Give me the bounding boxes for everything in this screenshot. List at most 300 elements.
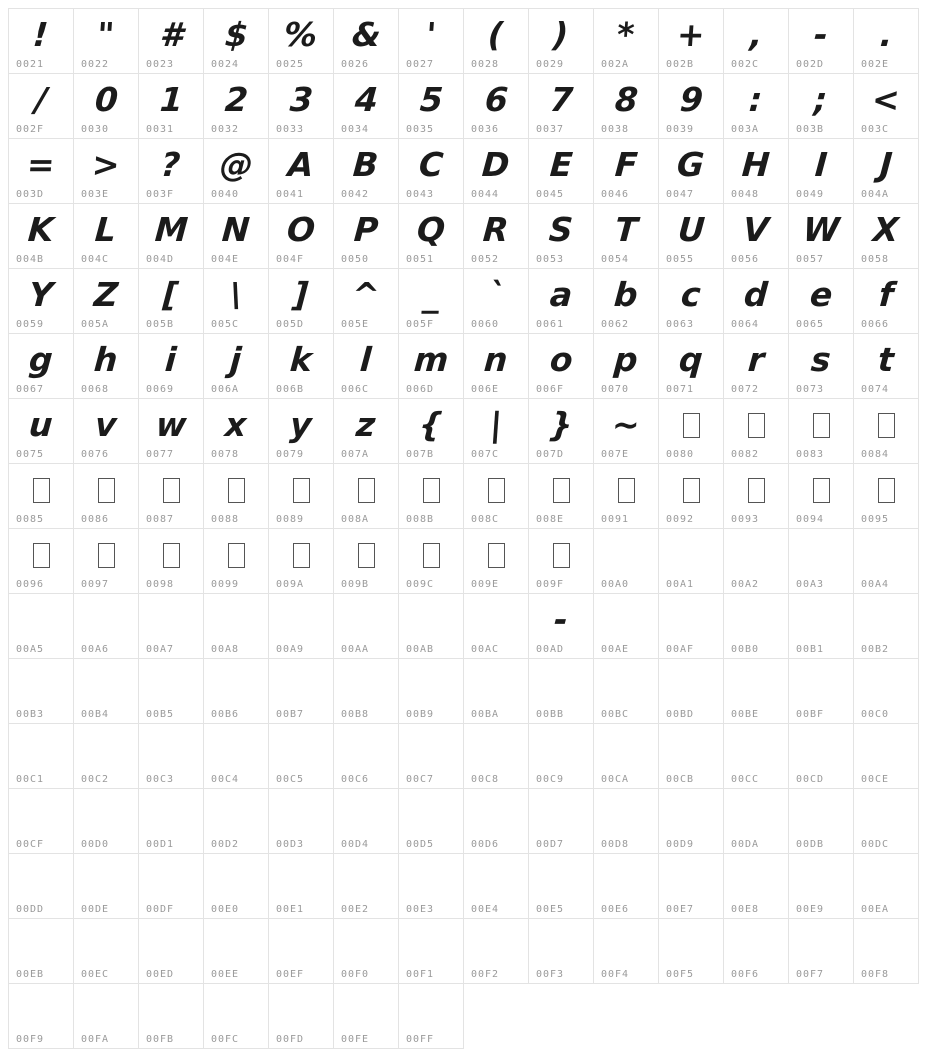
glyph-cell-0047[interactable] bbox=[659, 139, 724, 204]
glyph-cell-00B3[interactable] bbox=[9, 659, 74, 724]
glyph-cell-00B1[interactable] bbox=[789, 594, 854, 659]
glyph-area bbox=[594, 919, 658, 966]
glyph-area bbox=[789, 529, 853, 576]
codepoint-label: 00E7 bbox=[666, 904, 695, 915]
codepoint-label: 0084 bbox=[861, 449, 890, 460]
codepoint-label: 0025 bbox=[276, 59, 305, 70]
glyph-cell-00E7[interactable] bbox=[659, 854, 724, 919]
glyph-cell-00E6[interactable] bbox=[594, 854, 659, 919]
glyph-char: | bbox=[488, 405, 504, 444]
glyph-char: > bbox=[90, 145, 122, 184]
glyph-cell-004D[interactable] bbox=[139, 204, 204, 269]
glyph-cell-00D5[interactable] bbox=[399, 789, 464, 854]
glyph-cell-00F8[interactable] bbox=[854, 919, 919, 984]
glyph-area bbox=[724, 854, 788, 901]
glyph-cell-0087[interactable] bbox=[139, 464, 204, 529]
glyph-area bbox=[204, 139, 268, 186]
codepoint-label: 00BA bbox=[471, 709, 500, 720]
codepoint-label: 0030 bbox=[81, 124, 110, 135]
glyph-cell-00D3[interactable] bbox=[269, 789, 334, 854]
glyph-cell-0073[interactable] bbox=[789, 334, 854, 399]
glyph-cell-0059[interactable] bbox=[9, 269, 74, 334]
glyph-cell-0041[interactable] bbox=[269, 139, 334, 204]
glyph-cell-0092[interactable] bbox=[659, 464, 724, 529]
glyph-cell-00CA[interactable] bbox=[594, 724, 659, 789]
glyph-cell-00C4[interactable] bbox=[204, 724, 269, 789]
glyph-cell-0062[interactable] bbox=[594, 269, 659, 334]
glyph-cell-00AB[interactable] bbox=[399, 594, 464, 659]
glyph-area bbox=[529, 724, 593, 771]
glyph-cell-00C0[interactable] bbox=[854, 659, 919, 724]
glyph-cell-0089[interactable] bbox=[269, 464, 334, 529]
glyph-cell-00FD[interactable] bbox=[269, 984, 334, 1049]
glyph-cell-00FC[interactable] bbox=[204, 984, 269, 1049]
glyph-cell-0034[interactable] bbox=[334, 74, 399, 139]
codepoint-label: 002D bbox=[796, 59, 825, 70]
codepoint-label: 002C bbox=[731, 59, 760, 70]
glyph-cell-005E[interactable] bbox=[334, 269, 399, 334]
glyph-cell-00F2[interactable] bbox=[464, 919, 529, 984]
glyph-cell-0029[interactable] bbox=[529, 9, 594, 74]
glyph-cell-0025[interactable] bbox=[269, 9, 334, 74]
glyph-cell-00E9[interactable] bbox=[789, 854, 854, 919]
glyph-cell-00A0[interactable] bbox=[594, 529, 659, 594]
glyph-area bbox=[529, 269, 593, 316]
codepoint-label: 002F bbox=[16, 124, 45, 135]
glyph-cell-00E3[interactable] bbox=[399, 854, 464, 919]
glyph-cell-0065[interactable] bbox=[789, 269, 854, 334]
codepoint-label: 0050 bbox=[341, 254, 370, 265]
glyph-cell-0026[interactable] bbox=[334, 9, 399, 74]
glyph-area bbox=[269, 789, 333, 836]
glyph-cell-0028[interactable] bbox=[464, 9, 529, 74]
glyph-cell-0099[interactable] bbox=[204, 529, 269, 594]
glyph-cell-0039[interactable] bbox=[659, 74, 724, 139]
glyph-cell-003A[interactable] bbox=[724, 74, 789, 139]
glyph-area bbox=[594, 269, 658, 316]
glyph-cell-0077[interactable] bbox=[139, 399, 204, 464]
codepoint-label: 00FC bbox=[211, 1034, 240, 1045]
glyph-cell-00AC[interactable] bbox=[464, 594, 529, 659]
glyph-cell-0032[interactable] bbox=[204, 74, 269, 139]
glyph-area bbox=[854, 334, 918, 381]
glyph-cell-00BC[interactable] bbox=[594, 659, 659, 724]
codepoint-label: 0051 bbox=[406, 254, 435, 265]
glyph-cell-00F3[interactable] bbox=[529, 919, 594, 984]
glyph-cell-00FB[interactable] bbox=[139, 984, 204, 1049]
glyph-cell-006B[interactable] bbox=[269, 334, 334, 399]
notdef-box-icon bbox=[33, 543, 50, 568]
glyph-cell-00E8[interactable] bbox=[724, 854, 789, 919]
glyph-cell-005C[interactable] bbox=[204, 269, 269, 334]
glyph-area bbox=[269, 659, 333, 706]
glyph-cell-003C[interactable] bbox=[854, 74, 919, 139]
glyph-area bbox=[854, 9, 918, 56]
glyph-cell-00AE[interactable] bbox=[594, 594, 659, 659]
glyph-cell-0085[interactable] bbox=[9, 464, 74, 529]
glyph-cell-00E0[interactable] bbox=[204, 854, 269, 919]
glyph-cell-0056[interactable] bbox=[724, 204, 789, 269]
glyph-cell-002A[interactable] bbox=[594, 9, 659, 74]
glyph-cell-006D[interactable] bbox=[399, 334, 464, 399]
glyph-cell-00D1[interactable] bbox=[139, 789, 204, 854]
glyph-cell-0086[interactable] bbox=[74, 464, 139, 529]
glyph-cell-00F7[interactable] bbox=[789, 919, 854, 984]
glyph-cell-00C1[interactable] bbox=[9, 724, 74, 789]
glyph-char: ) bbox=[552, 15, 570, 54]
glyph-cell-0048[interactable] bbox=[724, 139, 789, 204]
glyph-cell-00AA[interactable] bbox=[334, 594, 399, 659]
glyph-area bbox=[529, 204, 593, 251]
glyph-char: H bbox=[740, 145, 772, 184]
glyph-cell-007A[interactable] bbox=[334, 399, 399, 464]
glyph-cell-00CE[interactable] bbox=[854, 724, 919, 789]
codepoint-label: 00F7 bbox=[796, 969, 825, 980]
glyph-cell-0098[interactable] bbox=[139, 529, 204, 594]
glyph-cell-00D9[interactable] bbox=[659, 789, 724, 854]
glyph-cell-0035[interactable] bbox=[399, 74, 464, 139]
glyph-cell-00BD[interactable] bbox=[659, 659, 724, 724]
glyph-cell-003B[interactable] bbox=[789, 74, 854, 139]
glyph-cell-0079[interactable] bbox=[269, 399, 334, 464]
glyph-cell-00DC[interactable] bbox=[854, 789, 919, 854]
glyph-cell-008E[interactable] bbox=[529, 464, 594, 529]
glyph-cell-0057[interactable] bbox=[789, 204, 854, 269]
glyph-cell-005A[interactable] bbox=[74, 269, 139, 334]
glyph-cell-0071[interactable] bbox=[659, 334, 724, 399]
glyph-cell-00CC[interactable] bbox=[724, 724, 789, 789]
glyph-cell-00DF[interactable] bbox=[139, 854, 204, 919]
codepoint-label: 00E9 bbox=[796, 904, 825, 915]
glyph-cell-00E5[interactable] bbox=[529, 854, 594, 919]
codepoint-label: 0098 bbox=[146, 579, 175, 590]
glyph-area bbox=[269, 724, 333, 771]
glyph-area bbox=[594, 399, 658, 446]
glyph-cell-0061[interactable] bbox=[529, 269, 594, 334]
glyph-cell-0045[interactable] bbox=[529, 139, 594, 204]
glyph-cell-0049[interactable] bbox=[789, 139, 854, 204]
glyph-cell-00B9[interactable] bbox=[399, 659, 464, 724]
glyph-cell-00C9[interactable] bbox=[529, 724, 594, 789]
glyph-cell-00EE[interactable] bbox=[204, 919, 269, 984]
glyph-area bbox=[334, 269, 398, 316]
glyph-cell-0044[interactable] bbox=[464, 139, 529, 204]
glyph-cell-0052[interactable] bbox=[464, 204, 529, 269]
glyph-cell-008C[interactable] bbox=[464, 464, 529, 529]
codepoint-label: 0067 bbox=[16, 384, 45, 395]
glyph-cell-0068[interactable] bbox=[74, 334, 139, 399]
glyph-area bbox=[334, 74, 398, 121]
glyph-cell-009B[interactable] bbox=[334, 529, 399, 594]
notdef-box-icon bbox=[423, 478, 440, 503]
glyph-cell-009F[interactable] bbox=[529, 529, 594, 594]
glyph-cell-007D[interactable] bbox=[529, 399, 594, 464]
glyph-cell-00BE[interactable] bbox=[724, 659, 789, 724]
glyph-area bbox=[204, 854, 268, 901]
glyph-cell-00B6[interactable] bbox=[204, 659, 269, 724]
glyph-area bbox=[334, 399, 398, 446]
glyph-cell-00A4[interactable] bbox=[854, 529, 919, 594]
glyph-cell-0063[interactable] bbox=[659, 269, 724, 334]
glyph-cell-006C[interactable] bbox=[334, 334, 399, 399]
glyph-cell-00BB[interactable] bbox=[529, 659, 594, 724]
glyph-cell-00CD[interactable] bbox=[789, 724, 854, 789]
glyph-cell-00A1[interactable] bbox=[659, 529, 724, 594]
glyph-cell-0064[interactable] bbox=[724, 269, 789, 334]
glyph-cell-00F9[interactable] bbox=[9, 984, 74, 1049]
codepoint-label: 0092 bbox=[666, 514, 695, 525]
glyph-cell-00FA[interactable] bbox=[74, 984, 139, 1049]
glyph-cell-00A3[interactable] bbox=[789, 529, 854, 594]
codepoint-label: 006C bbox=[341, 384, 370, 395]
glyph-cell-004F[interactable] bbox=[269, 204, 334, 269]
glyph-cell-0054[interactable] bbox=[594, 204, 659, 269]
glyph-area bbox=[9, 594, 73, 641]
glyph-cell-008B[interactable] bbox=[399, 464, 464, 529]
glyph-cell-004E[interactable] bbox=[204, 204, 269, 269]
glyph-cell-002C[interactable] bbox=[724, 9, 789, 74]
glyph-cell-00F6[interactable] bbox=[724, 919, 789, 984]
glyph-area bbox=[9, 659, 73, 706]
glyph-area bbox=[334, 984, 398, 1031]
codepoint-label: 0056 bbox=[731, 254, 760, 265]
codepoint-label: 0078 bbox=[211, 449, 240, 460]
glyph-cell-006F[interactable] bbox=[529, 334, 594, 399]
charmap-row bbox=[9, 854, 919, 919]
glyph-cell-00B5[interactable] bbox=[139, 659, 204, 724]
codepoint-label: 00D0 bbox=[81, 839, 110, 850]
codepoint-label: 0043 bbox=[406, 189, 435, 200]
glyph-cell-00DD[interactable] bbox=[9, 854, 74, 919]
glyph-cell-0072[interactable] bbox=[724, 334, 789, 399]
glyph-cell-00B2[interactable] bbox=[854, 594, 919, 659]
codepoint-label: 0097 bbox=[81, 579, 110, 590]
glyph-cell-0051[interactable] bbox=[399, 204, 464, 269]
glyph-cell-0042[interactable] bbox=[334, 139, 399, 204]
glyph-cell-0080[interactable] bbox=[659, 399, 724, 464]
glyph-cell-00B8[interactable] bbox=[334, 659, 399, 724]
glyph-cell-009C[interactable] bbox=[399, 529, 464, 594]
glyph-cell-0093[interactable] bbox=[724, 464, 789, 529]
glyph-cell-009E[interactable] bbox=[464, 529, 529, 594]
glyph-cell-002D[interactable] bbox=[789, 9, 854, 74]
glyph-cell-007E[interactable] bbox=[594, 399, 659, 464]
glyph-cell-0030[interactable] bbox=[74, 74, 139, 139]
glyph-cell-0031[interactable] bbox=[139, 74, 204, 139]
glyph-cell-0067[interactable] bbox=[9, 334, 74, 399]
glyph-char: 4 bbox=[353, 80, 379, 119]
glyph-cell-0097[interactable] bbox=[74, 529, 139, 594]
glyph-cell-00F0[interactable] bbox=[334, 919, 399, 984]
glyph-cell-0096[interactable] bbox=[9, 529, 74, 594]
glyph-cell-003D[interactable] bbox=[9, 139, 74, 204]
glyph-cell-006E[interactable] bbox=[464, 334, 529, 399]
glyph-cell-00C7[interactable] bbox=[399, 724, 464, 789]
glyph-cell-00E2[interactable] bbox=[334, 854, 399, 919]
glyph-cell-00DA[interactable] bbox=[724, 789, 789, 854]
glyph-cell-00A8[interactable] bbox=[204, 594, 269, 659]
glyph-area bbox=[269, 204, 333, 251]
glyph-cell-00C8[interactable] bbox=[464, 724, 529, 789]
glyph-cell-006A[interactable] bbox=[204, 334, 269, 399]
glyph-area bbox=[269, 854, 333, 901]
charmap-grid-body bbox=[9, 9, 919, 1049]
glyph-area bbox=[9, 919, 73, 966]
glyph-char: m bbox=[412, 340, 450, 379]
glyph-cell-0040[interactable] bbox=[204, 139, 269, 204]
glyph-cell-00FF[interactable] bbox=[399, 984, 464, 1049]
glyph-cell-0066[interactable] bbox=[854, 269, 919, 334]
glyph-cell-00F5[interactable] bbox=[659, 919, 724, 984]
glyph-cell-004C[interactable] bbox=[74, 204, 139, 269]
codepoint-label: 00B2 bbox=[861, 644, 890, 655]
glyph-cell-0091[interactable] bbox=[594, 464, 659, 529]
codepoint-label: 0070 bbox=[601, 384, 630, 395]
codepoint-label: 00D4 bbox=[341, 839, 370, 850]
glyph-cell-00EF[interactable] bbox=[269, 919, 334, 984]
glyph-cell-00E4[interactable] bbox=[464, 854, 529, 919]
glyph-cell-005B[interactable] bbox=[139, 269, 204, 334]
glyph-cell-0055[interactable] bbox=[659, 204, 724, 269]
glyph-cell-00AD[interactable] bbox=[529, 594, 594, 659]
glyph-cell-009A[interactable] bbox=[269, 529, 334, 594]
glyph-char: & bbox=[350, 15, 382, 54]
codepoint-label: 007A bbox=[341, 449, 370, 460]
glyph-cell-00FE[interactable] bbox=[334, 984, 399, 1049]
glyph-cell-00B4[interactable] bbox=[74, 659, 139, 724]
glyph-cell-0083[interactable] bbox=[789, 399, 854, 464]
glyph-cell-0033[interactable] bbox=[269, 74, 334, 139]
glyph-cell-00D2[interactable] bbox=[204, 789, 269, 854]
glyph-cell-0043[interactable] bbox=[399, 139, 464, 204]
glyph-cell-00C5[interactable] bbox=[269, 724, 334, 789]
glyph-area bbox=[399, 9, 463, 56]
glyph-area bbox=[594, 724, 658, 771]
glyph-cell-0024[interactable] bbox=[204, 9, 269, 74]
glyph-cell-00A2[interactable] bbox=[724, 529, 789, 594]
glyph-cell-0070[interactable] bbox=[594, 334, 659, 399]
glyph-cell-005F[interactable] bbox=[399, 269, 464, 334]
glyph-cell-00EB[interactable] bbox=[9, 919, 74, 984]
glyph-cell-00B7[interactable] bbox=[269, 659, 334, 724]
glyph-cell-00B0[interactable] bbox=[724, 594, 789, 659]
glyph-cell-0021[interactable] bbox=[9, 9, 74, 74]
glyph-cell-00D8[interactable] bbox=[594, 789, 659, 854]
glyph-char: M bbox=[153, 210, 189, 249]
glyph-cell-00C3[interactable] bbox=[139, 724, 204, 789]
glyph-cell-007B[interactable] bbox=[399, 399, 464, 464]
glyph-cell-00CB[interactable] bbox=[659, 724, 724, 789]
glyph-cell-00C2[interactable] bbox=[74, 724, 139, 789]
glyph-cell-00A5[interactable] bbox=[9, 594, 74, 659]
glyph-cell-0023[interactable] bbox=[139, 9, 204, 74]
glyph-area bbox=[659, 139, 723, 186]
glyph-cell-004A[interactable] bbox=[854, 139, 919, 204]
glyph-area bbox=[139, 399, 203, 446]
glyph-cell-00EA[interactable] bbox=[854, 854, 919, 919]
codepoint-label: 0094 bbox=[796, 514, 825, 525]
glyph-cell-00A7[interactable] bbox=[139, 594, 204, 659]
glyph-cell-008A[interactable] bbox=[334, 464, 399, 529]
glyph-cell-0094[interactable] bbox=[789, 464, 854, 529]
glyph-cell-00AF[interactable] bbox=[659, 594, 724, 659]
glyph-cell-002E[interactable] bbox=[854, 9, 919, 74]
glyph-area bbox=[269, 464, 333, 511]
glyph-cell-00F4[interactable] bbox=[594, 919, 659, 984]
glyph-cell-00A6[interactable] bbox=[74, 594, 139, 659]
glyph-cell-0078[interactable] bbox=[204, 399, 269, 464]
glyph-cell-003E[interactable] bbox=[74, 139, 139, 204]
glyph-area bbox=[594, 334, 658, 381]
glyph-area bbox=[9, 789, 73, 836]
glyph-cell-002F[interactable] bbox=[9, 74, 74, 139]
glyph-cell-002B[interactable] bbox=[659, 9, 724, 74]
glyph-cell-0095[interactable] bbox=[854, 464, 919, 529]
glyph-cell-00DE[interactable] bbox=[74, 854, 139, 919]
glyph-cell-007C[interactable] bbox=[464, 399, 529, 464]
glyph-cell-0084[interactable] bbox=[854, 399, 919, 464]
glyph-cell-00F1[interactable] bbox=[399, 919, 464, 984]
glyph-cell-00E1[interactable] bbox=[269, 854, 334, 919]
glyph-char: a bbox=[548, 275, 574, 314]
glyph-cell-0060[interactable] bbox=[464, 269, 529, 334]
glyph-cell-00C6[interactable] bbox=[334, 724, 399, 789]
glyph-area bbox=[789, 139, 853, 186]
glyph-cell-0037[interactable] bbox=[529, 74, 594, 139]
glyph-cell-00ED[interactable] bbox=[139, 919, 204, 984]
glyph-cell-0075[interactable] bbox=[9, 399, 74, 464]
glyph-cell-00D4[interactable] bbox=[334, 789, 399, 854]
glyph-cell-0022[interactable] bbox=[74, 9, 139, 74]
glyph-cell-0046[interactable] bbox=[594, 139, 659, 204]
glyph-cell-00A9[interactable] bbox=[269, 594, 334, 659]
codepoint-label: 00C6 bbox=[341, 774, 370, 785]
glyph-cell-0076[interactable] bbox=[74, 399, 139, 464]
glyph-cell-00BA[interactable] bbox=[464, 659, 529, 724]
glyph-area bbox=[464, 139, 528, 186]
glyph-cell-00BF[interactable] bbox=[789, 659, 854, 724]
codepoint-label: 00BE bbox=[731, 709, 760, 720]
glyph-cell-00D6[interactable] bbox=[464, 789, 529, 854]
glyph-cell-003F[interactable] bbox=[139, 139, 204, 204]
glyph-area bbox=[659, 529, 723, 576]
glyph-cell-00DB[interactable] bbox=[789, 789, 854, 854]
glyph-cell-0082[interactable] bbox=[724, 399, 789, 464]
glyph-area bbox=[464, 919, 528, 966]
glyph-cell-0027[interactable] bbox=[399, 9, 464, 74]
glyph-area bbox=[659, 464, 723, 511]
codepoint-label: 005C bbox=[211, 319, 240, 330]
glyph-cell-00CF[interactable] bbox=[9, 789, 74, 854]
glyph-area bbox=[74, 594, 138, 641]
glyph-cell-005D[interactable] bbox=[269, 269, 334, 334]
glyph-cell-00D0[interactable] bbox=[74, 789, 139, 854]
glyph-cell-0050[interactable] bbox=[334, 204, 399, 269]
glyph-cell-0069[interactable] bbox=[139, 334, 204, 399]
glyph-cell-004B[interactable] bbox=[9, 204, 74, 269]
glyph-cell-0058[interactable] bbox=[854, 204, 919, 269]
glyph-char: [ bbox=[162, 275, 180, 314]
glyph-cell-00D7[interactable] bbox=[529, 789, 594, 854]
glyph-cell-0074[interactable] bbox=[854, 334, 919, 399]
codepoint-label: 00CE bbox=[861, 774, 890, 785]
glyph-cell-0088[interactable] bbox=[204, 464, 269, 529]
glyph-cell-00EC[interactable] bbox=[74, 919, 139, 984]
glyph-area bbox=[269, 74, 333, 121]
glyph-cell-0038[interactable] bbox=[594, 74, 659, 139]
glyph-cell-0036[interactable] bbox=[464, 74, 529, 139]
glyph-cell-0053[interactable] bbox=[529, 204, 594, 269]
